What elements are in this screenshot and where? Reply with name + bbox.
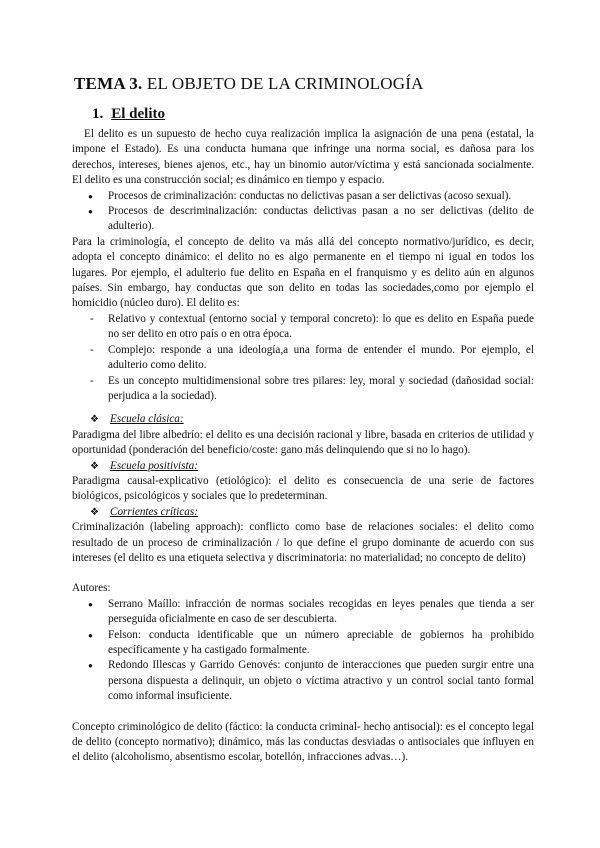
list-item: - Relativo y contextual (entorno social y temporal concreto): lo que es delito en España puede no ser delito en otro país o en otra época. bbox=[72, 312, 534, 343]
document-body bbox=[72, 127, 534, 766]
diamond-bullet-icon: ❖ bbox=[90, 506, 99, 518]
school-text-clasica: Paradigma del libre albedrío: el delito es una decisión racional y libre, basada en criterios de utilidad y oportunidad (ponderación del beneficio/coste: gano más delinquiendo que si no lo hago). bbox=[72, 428, 534, 457]
list-item: ● Serrano Maíllo: infracción de normas sociales recogidas en leyes penales que tienda a ser perseguida oficialmente en caso de ser descubierta. bbox=[72, 597, 534, 628]
feature-list bbox=[72, 312, 534, 404]
section-heading bbox=[92, 106, 165, 123]
title-rest: EL OBJETO DE LA CRIMINOLOGÍA bbox=[142, 74, 424, 93]
closing-paragraph: Concepto criminológico de delito (fáctico: la conducta criminal- hecho antisocial): es el concepto legal de delito (concepto normativo); dinámico, más las conductas desviadas o antisociales que influyen en el delito (alcoholismo, absentismo escolar, botellón, infracciones advas…). bbox=[72, 720, 534, 764]
school-heading-positivista: ❖ Escuela positivista: bbox=[72, 459, 534, 474]
school-heading-criticas: ❖ Corrientes críticas: bbox=[72, 505, 534, 520]
list-item: ● Redondo Illescas y Garrido Genovés: conjunto de interacciones que pueden surgir entre una persona dispuesta a delinquir, un objeto o víctima atractivo y un control social tanto formal como informal insuficiente. bbox=[72, 658, 534, 704]
page-title bbox=[74, 74, 534, 94]
diamond-bullet-icon: ❖ bbox=[90, 414, 99, 426]
list-item: - Complejo: responde a una ideología,a una forma de entender el mundo. Por ejemplo, el adulterio como delito. bbox=[72, 343, 534, 374]
section-title: El delito bbox=[111, 106, 166, 122]
school-heading-clasica: ❖ Escuela clásica: bbox=[72, 412, 534, 427]
school-text-criticas: Criminalización (labeling approach): conflicto como base de relaciones sociales: el delito como resultado de un proceso de criminalización / lo que define el grupo dominante de acuerdo con sus intereses (el delito es una etiqueta selectiva y discriminatoria: no materialidad; no concepto de delito) bbox=[72, 521, 534, 564]
authors-list bbox=[72, 597, 534, 705]
list-item: ● Felson: conducta identificable que un número apreciable de gobiernos ha prohibido específicamente y ha castigado formalmente. bbox=[72, 628, 534, 659]
authors-label: Autores: bbox=[72, 582, 111, 595]
process-list bbox=[72, 189, 534, 235]
school-text-positivista: Paradigma causal-explicativo (etiológico): el delito es consecuencia de una serie de factores biológicos, psicológicos y sociales que lo predeterminan. bbox=[72, 474, 534, 503]
diamond-bullet-icon: ❖ bbox=[90, 460, 99, 472]
title-bold: TEMA 3. bbox=[74, 74, 143, 93]
list-item: - Es un concepto multidimensional sobre tres pilares: ley, moral y sociedad (dañosidad social: perjudica a la sociedad). bbox=[72, 374, 534, 405]
intro-paragraph: El delito es un supuesto de hecho cuya realización implica la asignación de una pena (estatal, la impone el Estado). Es una conducta humana que infringe una norma social, es dañosa para los derechos, intereses, bienes ajenos, etc., hay un binomio autor/víctima y está sancionada socialmente. El delito es una construcción social; es dinámico en tiempo y espacio. bbox=[72, 128, 534, 187]
list-item: ● Procesos de descriminalización: conductas delictivas pasan a no ser delictivas (delito de adulterio). bbox=[72, 204, 534, 235]
criminology-paragraph: Para la criminología, el concepto de delito va más allá del concepto normativo/jurídico, es decir, adopta el concepto dinámico: el delito no es algo permanente en el tiempo ni igual en todos los lugares. Por ejemplo, el adulterio fue delito en España en el franquismo y es delito aún en algunos países. Sin embargo, hay conductas que son delito en todas las sociedades,como por ejemplo el homicidio (núcleo duro). El delito es: bbox=[72, 235, 534, 310]
list-item: ● Procesos de criminalización: conductas no delictivas pasan a ser delictivas (acoso sexual). bbox=[72, 189, 534, 204]
section-number: 1. bbox=[92, 106, 104, 122]
